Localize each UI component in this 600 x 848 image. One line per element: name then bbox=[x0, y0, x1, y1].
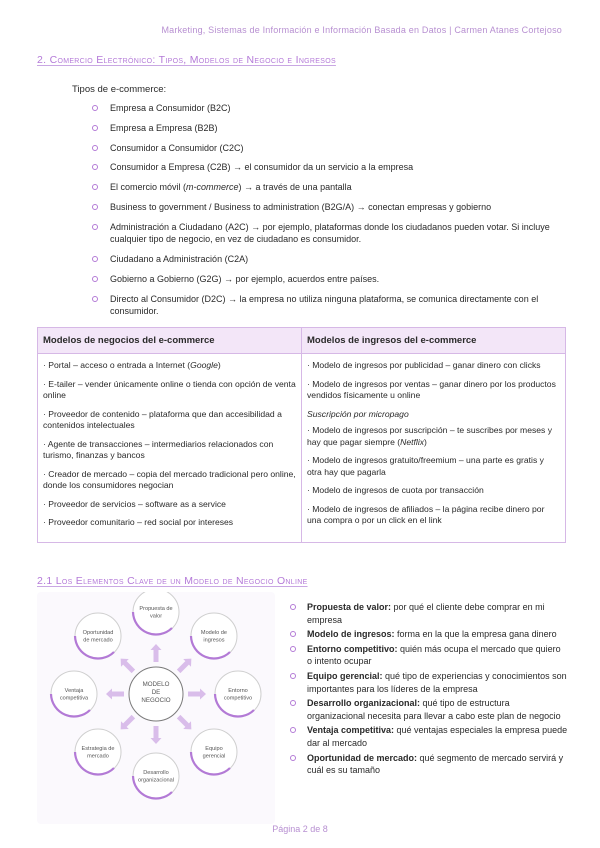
arrow-icon bbox=[121, 715, 135, 729]
text-part: ) bbox=[217, 360, 221, 370]
elements-list bbox=[290, 601, 568, 779]
type-item bbox=[92, 181, 570, 194]
type-item bbox=[92, 161, 570, 174]
type-item bbox=[92, 122, 570, 135]
bullet-icon bbox=[92, 296, 98, 302]
bullet-icon bbox=[290, 700, 296, 706]
business-models-cell bbox=[38, 354, 302, 543]
business-model-diagram bbox=[37, 592, 275, 824]
node-label: gerencial bbox=[202, 753, 226, 760]
arrow-icon bbox=[188, 689, 206, 700]
text-part: Empresa a Empresa (B2B) bbox=[110, 122, 218, 133]
bullet-icon bbox=[92, 105, 98, 111]
model-item bbox=[307, 360, 560, 372]
text-part: · Proveedor de servicios – software as a service bbox=[43, 498, 226, 509]
model-item bbox=[43, 379, 296, 402]
bullet-icon bbox=[290, 646, 296, 652]
element-term: Entorno competitivo: bbox=[307, 643, 398, 654]
node-label: Equipo bbox=[205, 745, 223, 752]
element-term: Ventaja competitiva: bbox=[307, 725, 395, 736]
element-item bbox=[290, 752, 568, 777]
text-part: · Proveedor de contenido – plataforma que dan accesibilidad a contenidos intelectuales bbox=[43, 408, 282, 430]
element-item bbox=[290, 697, 568, 722]
text-part: Directo al Consumidor (D2C) → la empresa no utiliza ninguna plataforma, se comunica directamente con el consumidor. bbox=[110, 293, 539, 317]
element-term: Equipo gerencial: bbox=[307, 670, 383, 681]
node-label: Estrategia de bbox=[81, 745, 115, 752]
text-part: · E-tailer – vender únicamente online o tienda con opción de venta online bbox=[43, 378, 296, 400]
text-part: El comercio móvil ( bbox=[110, 182, 187, 193]
text-part: Business to government / Business to administration (B2G/A) → conectan empresas y gobierno bbox=[110, 201, 492, 212]
model-item bbox=[307, 455, 560, 478]
center-label: MODELO bbox=[142, 681, 170, 688]
bullet-icon bbox=[290, 727, 296, 733]
type-item bbox=[92, 293, 570, 318]
bullet-icon bbox=[92, 125, 98, 131]
element-description: por qué el cliente debe comprar en mi empresa bbox=[307, 602, 545, 625]
bullet-icon bbox=[92, 145, 98, 151]
text-part: · Proveedor comunitario – red social por intereses bbox=[43, 517, 234, 527]
subsection-title: 2.1 Los Elementos Clave de un Modelo de Negocio Online bbox=[37, 575, 308, 587]
text-part: · Modelo de ingresos por publicidad – ganar dinero con clicks bbox=[307, 360, 541, 370]
bullet-icon bbox=[290, 673, 296, 679]
text-part: Consumidor a Empresa (C2B) → el consumidor da un servicio a la empresa bbox=[110, 162, 414, 173]
element-term: Modelo de ingresos: bbox=[307, 629, 395, 640]
types-heading: Tipos de e-commerce: bbox=[72, 84, 167, 95]
text-part: ) bbox=[424, 436, 427, 447]
element-term: Oportunidad de mercado: bbox=[307, 752, 418, 763]
element-item bbox=[290, 670, 568, 695]
emphasis-text: Suscripción por micropago bbox=[307, 408, 409, 419]
bullet-icon bbox=[92, 204, 98, 210]
bullet-icon bbox=[92, 164, 98, 170]
arrow-icon bbox=[106, 689, 124, 700]
revenue-models-header: Modelos de ingresos del e-commerce bbox=[302, 328, 566, 354]
element-description: quién más ocupa el mercado que quiero o intento ocupar bbox=[307, 643, 561, 667]
node-label: Modelo de bbox=[200, 630, 228, 637]
text-part: · Agente de transacciones – intermediarios relacionados con turismo, finanzas y bancos bbox=[43, 438, 274, 460]
section-title: 2. Comercio Electrónico: Tipos, Modelos de Negocio e Ingresos bbox=[37, 54, 336, 66]
page-header: Marketing, Sistemas de Información e Información Basada en Datos | Carmen Atanes Cortejoso bbox=[161, 25, 562, 35]
types-list bbox=[92, 102, 570, 325]
bullet-icon bbox=[92, 224, 98, 230]
bullet-icon bbox=[92, 256, 98, 262]
element-term: Desarrollo organizacional: bbox=[307, 698, 421, 709]
element-description: qué tipo de experiencias y conocimientos son importantes para los líderes de la empresa bbox=[307, 670, 567, 694]
element-item bbox=[290, 601, 568, 626]
center-label: NEGOCIO bbox=[141, 697, 171, 704]
center-label: DE bbox=[151, 689, 161, 696]
text-part: Gobierno a Gobierno (G2G) → por ejemplo, acuerdos entre países. bbox=[110, 273, 380, 284]
node-label: Entorno bbox=[228, 688, 248, 694]
node-label: valor bbox=[149, 613, 163, 620]
model-item bbox=[43, 469, 296, 492]
arrow-icon bbox=[151, 726, 162, 744]
type-item bbox=[92, 273, 570, 286]
text-part: · Modelo de ingresos por ventas – ganar dinero por los productos vendidos físicamente u online bbox=[307, 378, 556, 400]
revenue-models-cell bbox=[302, 354, 566, 543]
model-item bbox=[43, 409, 296, 432]
arrow-icon bbox=[121, 659, 135, 673]
type-item bbox=[92, 201, 570, 214]
type-item bbox=[92, 102, 570, 115]
emphasis-text: m-commerce bbox=[186, 182, 239, 193]
model-item bbox=[43, 499, 296, 511]
model-item bbox=[43, 439, 296, 462]
node-label: Ventaja bbox=[64, 688, 84, 694]
node-label: Desarrollo bbox=[143, 770, 169, 776]
text-part: · Modelo de ingresos gratuito/freemium – una parte es gratis y otra hay que pagarla bbox=[307, 455, 544, 477]
element-item bbox=[290, 724, 568, 749]
node-label: organizacional bbox=[137, 777, 175, 784]
model-item bbox=[43, 517, 296, 529]
bullet-icon bbox=[92, 276, 98, 282]
type-item bbox=[92, 142, 570, 155]
text-part: · Modelo de ingresos de afiliados – la página recibe dinero por una compra o por un click en el link bbox=[307, 503, 545, 525]
node-label: competitivo bbox=[223, 695, 253, 702]
text-part: · Portal – acceso o entrada a Internet ( bbox=[43, 360, 191, 370]
emphasis-text: Netflix bbox=[400, 436, 425, 447]
text-part: Empresa a Consumidor (B2C) bbox=[110, 103, 231, 113]
model-item bbox=[307, 504, 560, 527]
arrow-icon bbox=[177, 659, 191, 673]
element-item bbox=[290, 628, 568, 641]
arrow-icon bbox=[151, 644, 162, 662]
node-label: ingresos bbox=[203, 637, 225, 644]
bullet-icon bbox=[290, 631, 296, 637]
text-part: Ciudadano a Administración (C2A) bbox=[110, 254, 249, 265]
emphasis-text: Google bbox=[190, 360, 218, 370]
node-label: competitiva bbox=[59, 695, 89, 702]
models-table bbox=[37, 327, 566, 543]
node-label: Propuesta de bbox=[139, 606, 173, 612]
element-description: qué ventajas especiales la empresa puede dar al mercado bbox=[307, 725, 568, 748]
bullet-icon bbox=[290, 604, 296, 610]
element-description: qué tipo de estructura organizacional necesita para llevar a cabo este plan de negocio bbox=[307, 698, 561, 721]
arrow-icon bbox=[177, 715, 191, 729]
bullet-icon bbox=[92, 184, 98, 190]
business-models-header: Modelos de negocios del e-commerce bbox=[38, 328, 302, 354]
text-part: · Modelo de ingresos por suscripción – te suscribes por meses y hay que pagar siempre ( bbox=[307, 425, 553, 447]
type-item bbox=[92, 253, 570, 266]
element-description: qué segmento de mercado servirá y cuál es su tamaño bbox=[307, 752, 564, 776]
page-footer: Página 2 de 8 bbox=[272, 824, 328, 834]
element-item bbox=[290, 643, 568, 668]
text-part: ) → a través de una pantalla bbox=[238, 182, 352, 193]
node-label: mercado bbox=[87, 753, 109, 760]
node-label: Oportunidad bbox=[82, 630, 114, 637]
type-item bbox=[92, 221, 570, 246]
model-item bbox=[307, 485, 560, 497]
text-part: · Modelo de ingresos de cuota por transacción bbox=[307, 485, 484, 495]
text-part: · Creador de mercado – copia del mercado tradicional pero online, donde los consumidores negocian bbox=[43, 468, 296, 490]
text-part: Consumidor a Consumidor (C2C) bbox=[110, 142, 244, 153]
model-item bbox=[307, 425, 560, 448]
text-part: Administración a Ciudadano (A2C) → por ejemplo, plataformas donde los ciudadanos pueden votar. Si incluye cualquier tipo de negocio, en vez de ciudadano es consumidor. bbox=[110, 221, 550, 245]
bullet-icon bbox=[290, 755, 296, 761]
model-item bbox=[43, 360, 296, 372]
element-description: forma en la que la empresa gana dinero bbox=[394, 629, 557, 640]
diagram-svg bbox=[37, 592, 275, 824]
subheading bbox=[307, 409, 560, 421]
node-label: de mercado bbox=[83, 637, 113, 644]
element-term: Propuesta de valor: bbox=[307, 602, 392, 612]
model-item bbox=[307, 379, 560, 402]
